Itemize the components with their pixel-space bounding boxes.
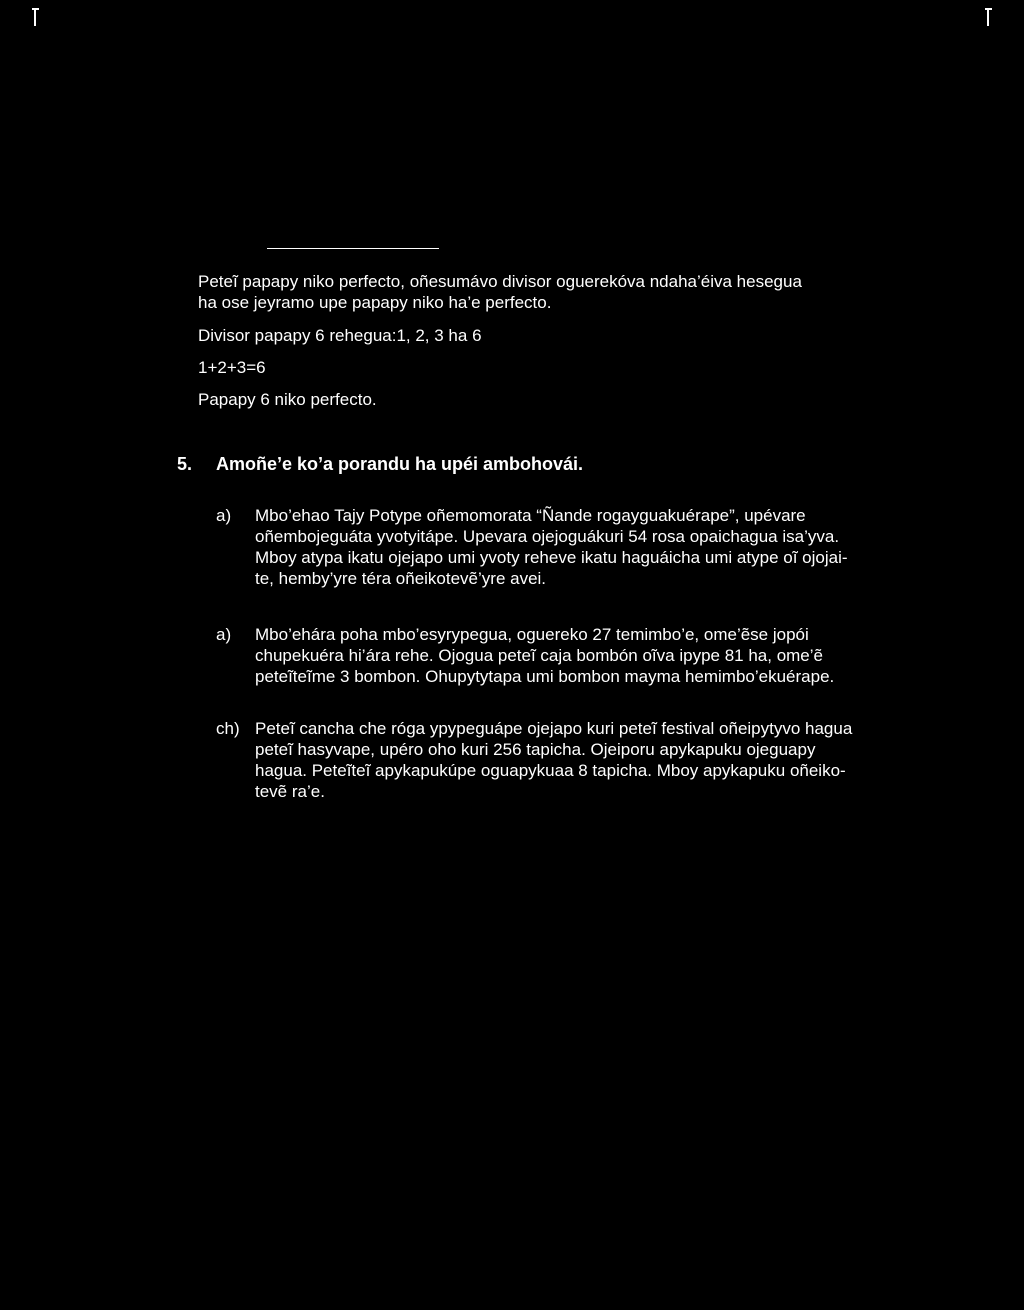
item-marker: a): [216, 506, 232, 525]
item-line: Mboy atypa ikatu ojejapo umi yvoty reheve ikatu haguáicha umi atype oĩ ojojai-: [255, 548, 848, 567]
definition-line-1: Peteĩ papapy niko perfecto, oñesumávo divisor oguerekóva ndaha’éiva hesegua: [198, 272, 802, 291]
item-line: peteĩteĩme 3 bombon. Ohupytytapa umi bombon mayma hemimbo’ekuérape.: [255, 667, 835, 686]
item-line: te, hemby’yre téra oñeikotevẽ’yre avei.: [255, 569, 547, 588]
item-line: Mbo’ehára poha mbo’esyrypegua, oguereko 27 temimbo’e, ome’ẽse jopói: [255, 625, 809, 644]
item-line: Peteĩ cancha che róga ypypeguápe ojejapo kuri peteĩ festival oñeipytyvo hagua: [255, 719, 853, 738]
example-sum: 1+2+3=6: [198, 358, 266, 377]
crop-mark-left: [32, 8, 39, 26]
item-marker: a): [216, 625, 232, 644]
item-marker: ch): [216, 719, 240, 738]
item-line: tevẽ ra’e.: [255, 782, 325, 801]
item-line: oñembojeguáta yvotyitápe. Upevara ojejoguákuri 54 rosa opaichagua isa’yva.: [255, 527, 840, 546]
item-text: [255, 718, 895, 802]
crop-mark-right: [985, 8, 992, 26]
example-conclusion: Papapy 6 niko perfecto.: [198, 390, 377, 409]
exercise-heading: Amoñe’e ko’a porandu ha upéi ambohovái.: [216, 454, 584, 474]
example-divisors: Divisor papapy 6 rehegua:1, 2, 3 ha 6: [198, 326, 482, 345]
definition-line-2: ha ose jeyramo upe papapy niko ha’e perfecto.: [198, 293, 552, 312]
item-line: chupekuéra hi’ára rehe. Ojogua peteĩ caja bombón oĩva ipype 81 ha, ome’ẽ: [255, 646, 823, 665]
item-line: hagua. Peteĩteĩ apykapukúpe oguapykuaa 8 tapicha. Mboy apykapuku oñeiko-: [255, 761, 846, 780]
footnote-rule: [267, 248, 439, 249]
item-line: peteĩ hasyvape, upéro oho kuri 256 tapicha. Ojeiporu apykapuku ojeguapy: [255, 740, 816, 759]
item-line: Mbo’ehao Tajy Potype oñemomorata “Ñande rogayguakuérape”, upévare: [255, 506, 806, 525]
item-text: [255, 624, 895, 687]
exercise-number: 5.: [177, 454, 193, 474]
item-text: [255, 505, 895, 589]
